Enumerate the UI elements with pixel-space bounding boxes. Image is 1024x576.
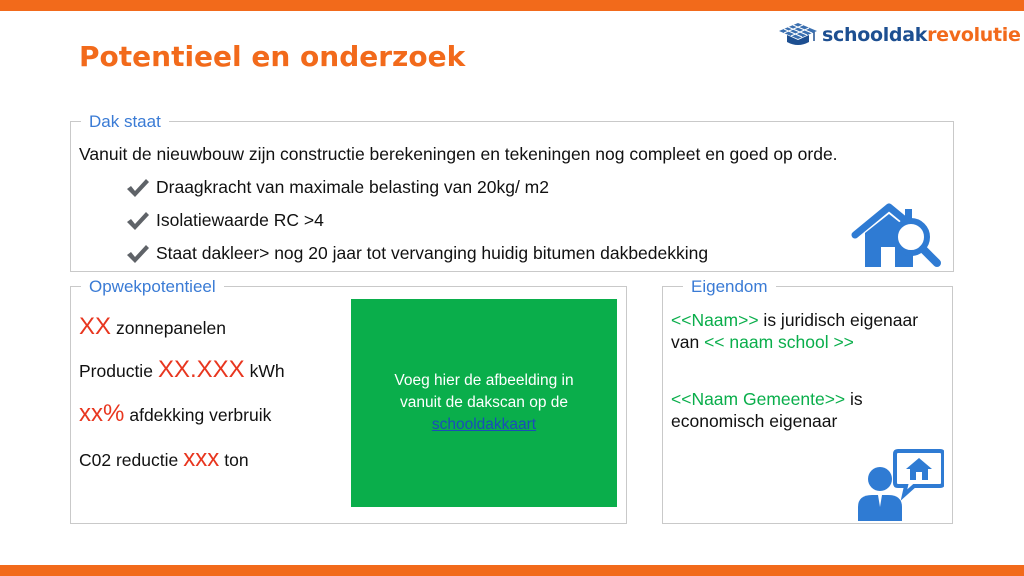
checklist-item-label: Staat dakleer> nog 20 jaar tot vervanging huidig bitumen dakbedekking: [156, 243, 709, 263]
co2-line: [79, 445, 249, 473]
checklist-item-label: Isolatiewaarde RC >4: [156, 210, 324, 230]
eigendom-legend: Eigendom: [683, 277, 776, 297]
juridisch-eigenaar-text: [671, 309, 946, 353]
checklist-item: [126, 177, 549, 198]
co2-label: C02 reductie: [79, 450, 179, 470]
dak-staat-legend: Dak staat: [81, 112, 169, 132]
person-house-chat-icon: [852, 449, 944, 521]
naam-gemeente-placeholder: <<Naam Gemeente>>: [671, 389, 846, 409]
brand-logo: [778, 19, 1021, 51]
top-accent-bar: [0, 0, 1024, 11]
productie-unit: kWh: [249, 361, 285, 381]
dak-staat-intro: Vanuit de nieuwbouw zijn constructie berekeningen en tekeningen nog compleet en goed op orde.: [79, 144, 838, 164]
naam-school-placeholder: << naam school >>: [704, 332, 854, 352]
naam-placeholder: <<Naam>>: [671, 310, 759, 330]
co2-unit: ton: [224, 450, 249, 470]
productie-label: Productie: [79, 361, 153, 381]
afdekking-value: xx%: [79, 400, 125, 427]
productie-value: XX.XXX: [157, 356, 245, 383]
economisch-eigenaar-text: [671, 388, 946, 432]
checkmark-icon: [126, 178, 150, 198]
opwekpotentieel-legend: Opwekpotentieel: [81, 277, 224, 297]
juridisch-text: is juridisch eigenaar van: [671, 310, 919, 352]
productie-line: [79, 356, 285, 384]
bottom-accent-bar: [0, 565, 1024, 576]
zonnepanelen-line: [79, 313, 226, 341]
dak-staat-panel: [70, 112, 954, 272]
afdekking-label: afdekking verbruik: [129, 405, 272, 425]
afdekking-line: [79, 400, 271, 428]
checklist-item-label: Draagkracht van maximale belasting van 20kg/ m2: [156, 177, 549, 197]
placeholder-text: Voeg hier de afbeelding in vanuit de dakscan op de: [394, 372, 574, 411]
logo-text-schooldak: schooldak: [822, 24, 928, 46]
panels-value: XX: [79, 313, 112, 340]
checkmark-icon: [126, 244, 150, 264]
panels-label: zonnepanelen: [116, 318, 226, 338]
house-search-icon: [851, 201, 943, 269]
co2-value: xxx: [183, 445, 220, 472]
page-title: Potentieel en onderzoek: [79, 40, 466, 73]
graduation-cap-solar-icon: [778, 21, 818, 49]
dakscan-image-placeholder: [351, 299, 617, 507]
checkmark-icon: [126, 211, 150, 231]
eigendom-panel: [662, 277, 953, 524]
checklist-item: [126, 210, 324, 231]
opwekpotentieel-panel: [70, 277, 627, 524]
checklist-item: [126, 243, 708, 264]
economisch-text: is economisch eigenaar: [671, 389, 863, 431]
schooldakkaart-link[interactable]: schooldakkaart: [431, 416, 537, 433]
logo-text-revolutie: revolutie: [927, 24, 1021, 46]
